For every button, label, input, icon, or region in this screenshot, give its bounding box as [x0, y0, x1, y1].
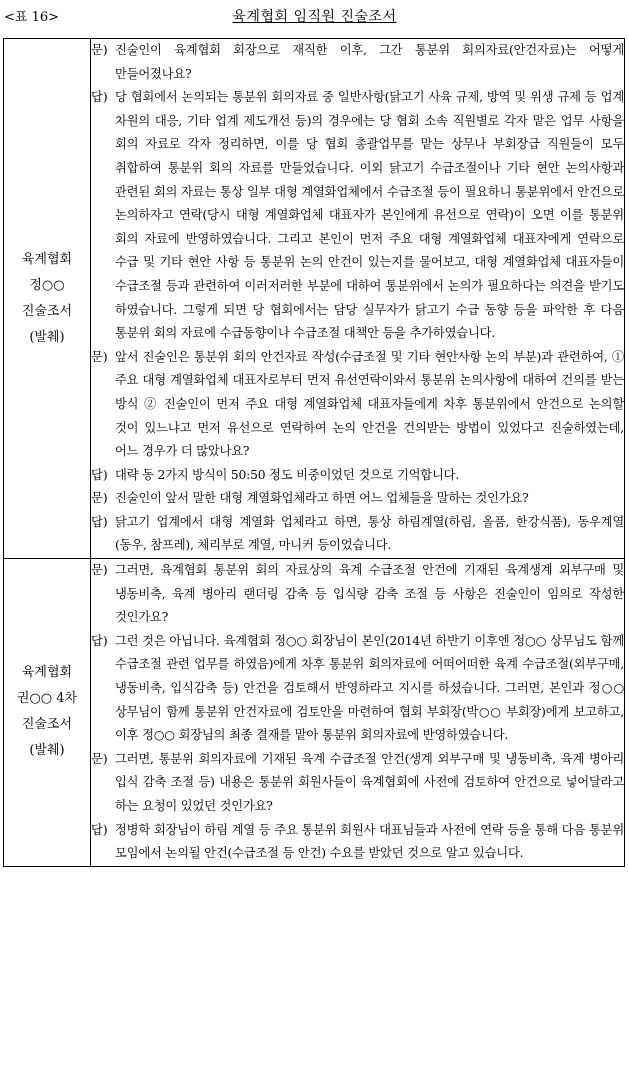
section-label-line: 육계협회	[21, 665, 73, 681]
section-label-line: 진술조서	[21, 717, 73, 733]
section-label-cell	[4, 39, 91, 559]
question-text: 그러면, 육계협회 통분위 회의 자료상의 육계 수급조절 안건에 기재된 육계생계 외부구매 및 냉동비축, 육계 병아리 랜더링 감축 등 입식량 감축 조절 등 사항은 진술인이 임의로 작성한 것인가요?	[115, 563, 624, 625]
answer-marker: 답)	[91, 514, 108, 529]
question-marker: 문)	[91, 349, 108, 364]
answer-marker: 답)	[91, 467, 108, 482]
answer-item	[91, 630, 624, 748]
question-item	[91, 39, 624, 86]
table-number-label: <표 16>	[4, 10, 60, 25]
question-text: 그러면, 통분위 회의자료에 기재된 육계 수급조절 안건(생계 외부구매 및 냉동비축, 육계 병아리 입식 감축 조절 등) 내용은 통분위 회원사들이 육계협회에 사전에 검토하여 안건으로 넣어달라고 하는 요청이 있었던 것인가요?	[115, 751, 624, 813]
question-item	[91, 748, 624, 819]
answer-text: 당 협회에서 논의되는 통분위 회의자료 중 일반사항(닭고기 사육 규제, 방역 및 위생 규제 등 업계 차원의 대응, 기타 업계 제도개선 등)의 경우에는 당 협회 소속 직원별로 각자 맡은 업무 사항을 회의 자료로 각자 정리하면, 이를 당 협회 총괄업무를 맡는 상무나 부회장급 직원들이 모두 취합하여 통분위 회의 자료를 만들었습니다. 이외 닭고기 수급조절이나 기타 현안 논의사항과 관련된 회의 자료는 통상 일부 대형 계열화업체에서 수급조절 등이 필요하니 통분위에서 안건으로 논의하자고 연락(당시 대형 계열화업체 대표자가 본인에게 유선으로 연락)이 오면 이를 통분위 회의 자료에 반영하였습니다. 그리고 본인이 먼저 주요 대형 계열화업체 대표자에게 연락으로 수급 및 기타 현안 사항 등 통분위 논의 안건이 있는지를 물어보고, 대형 계열화업체 대표자들이 수급조절 등과 관련하여 이러저러한 부분에 대하여 통분위에서 논의가 필요하다는 의견을 받기도 하였습니다. 그렇게 되면 당 협회에서는 담당 실무자가 닭고기 수급 동향 등을 파악한 후 다음 통분위 회의 자료에 수급동향이나 수급조절 대책안 등을 추가하였습니다.	[115, 90, 624, 341]
answer-text: 닭고기 업계에서 대형 계열화 업체라고 하면, 통상 하림계열(하림, 올품, 한강식품), 동우계열(동우, 참프레), 체리부로 계열, 마니커 등이었습니다.	[115, 514, 624, 553]
section-label-line: 정○○	[29, 277, 65, 293]
answer-item	[91, 86, 624, 346]
question-marker: 문)	[91, 491, 108, 506]
statement-section-row	[4, 559, 625, 867]
section-label-line: 권○○ 4차	[16, 691, 78, 707]
question-text: 앞서 진술인은 통분위 회의 안건자료 작성(수급조절 및 기타 현안사항 논의 부분)과 관련하여, ① 주요 대형 계열화업체 대표자로부터 먼저 유선연락이와서 통분위 논의사항에 대하여 건의를 받는 방식 ② 진술인이 먼저 주요 대형 계열화업체 대표자들에게 차후 통분위에서 안건으로 논의할 것이 있느냐고 먼저 유선으로 연락하여 논의 안건을 건의받는 방법이 있었다고 진술하였는데, 어느 경우가 더 많았나요?	[115, 349, 624, 459]
statement-table	[3, 38, 625, 867]
section-label-line: 육계협회	[21, 251, 73, 267]
section-label-line: (발췌)	[29, 329, 65, 345]
question-text: 진술인이 육계협회 회장으로 재직한 이후, 그간 통분위 회의자료(안건자료)는 어떻게 만들어졌나요?	[115, 43, 624, 81]
document-header	[0, 0, 629, 34]
question-item	[91, 487, 624, 511]
section-label-cell	[4, 559, 91, 867]
question-marker: 문)	[91, 43, 108, 57]
qa-content-cell	[91, 559, 625, 867]
answer-item	[91, 819, 624, 866]
answer-marker: 답)	[91, 822, 108, 837]
document-title: 육계협회 임직원 진술조서	[232, 9, 397, 25]
answer-marker: 답)	[91, 90, 108, 105]
question-text: 진술인이 앞서 말한 대형 계열화업체라고 하면 어느 업체들을 말하는 것인가요?	[115, 491, 529, 506]
qa-content-cell	[91, 39, 625, 559]
answer-item	[91, 511, 624, 558]
question-marker: 문)	[91, 751, 108, 766]
answer-marker: 답)	[91, 633, 108, 648]
answer-text: 정병학 회장님이 하림 계열 등 주요 통분위 회원사 대표님들과 사전에 연락 등을 통해 다음 통분위 모임에서 논의될 안건(수급조절 등 안건) 수요를 받았던 것으로 알고 있습니다.	[115, 822, 624, 861]
question-marker: 문)	[91, 563, 108, 578]
statement-section-row	[4, 39, 625, 559]
section-label-line: (발췌)	[29, 743, 65, 759]
answer-text: 그런 것은 아닙니다. 육계협회 정○○ 회장님이 본인(2014년 하반기 이후엔 정○○ 상무님도 함께 수급조절 관련 업무를 하였음)에게 차후 통분위 회의자료에 어떠어떠한 육계 수급조절(외부구매, 냉동비축, 입식감축 등) 안건을 검토해서 반영하라고 지시를 하셨습니다. 그러면, 본인과 정○○ 상무님이 함께 통분위 안건자료에 검토안을 마련하여 협회 부회장(박○○ 부회장)에게 보고하고, 이후 정○○ 회장님의 최종 결재를 맡아 통분위 회의자료에 반영하였습니다.	[115, 633, 624, 743]
answer-text: 대략 동 2가지 방식이 50:50 정도 비중이었던 것으로 기억합니다.	[115, 467, 460, 482]
question-item	[91, 346, 624, 464]
answer-item	[91, 464, 624, 488]
section-label-line: 진술조서	[21, 303, 73, 319]
question-item	[91, 559, 624, 630]
